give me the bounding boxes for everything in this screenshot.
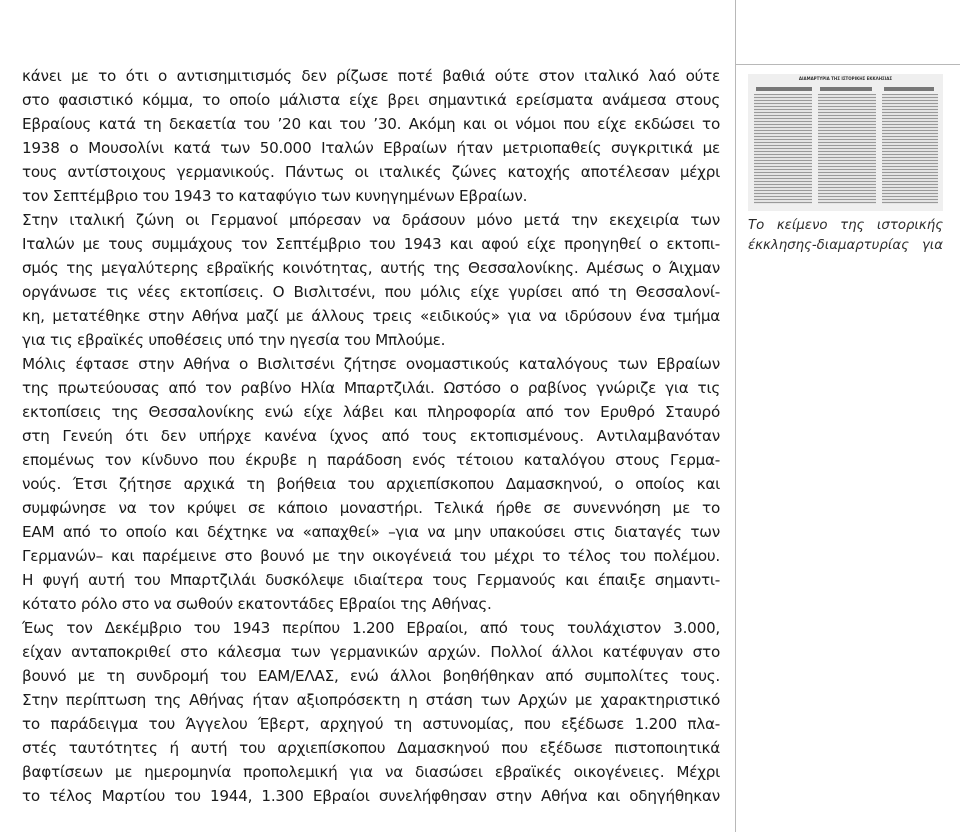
text-line: το παράδειγμα του Άγγελου Έβερτ, αρχηγού τη αστυνομίας, που εξέδωσε 1.200 πλα- — [22, 715, 720, 733]
document-thumbnail-heading — [884, 87, 934, 91]
caption-line: έκκλησης-διαμαρτυρίας για — [748, 238, 943, 253]
document-thumbnail-column — [754, 94, 812, 204]
document-thumbnail-heading — [820, 87, 872, 91]
text-line: τον Σεπτέμβριο του 1943 το καταφύγιο των κυνηγημένων Εβραίων. — [22, 187, 528, 205]
text-line: Η φυγή αυτή του Μπαρτζιλάι δυσκόλεψε ιδιαίτερα τους Γερμανούς και έπαιξε σημαντι- — [22, 571, 720, 589]
text-line: Έως τον Δεκέμβριο του 1943 περίπου 1.200 Εβραίοι, από τους τουλάχιστον 3.000, — [22, 619, 720, 637]
text-line: Γερμανών– και παρέμεινε στο βουνό με την οικογένειά του μέχρι το τέλος του πολέμου. — [22, 547, 720, 565]
text-line: νούς. Έτσι ζήτησε αρχικά τη βοήθεια του αρχιεπίσκοπου Δαμασκηνού, ο οποίος και — [22, 475, 720, 493]
text-line: οργάνωσε τις νέες εκτοπίσεις. Ο Βισλιτσένι, που μόλις είχε γυρίσει από τη Θεσσαλονί- — [22, 283, 720, 301]
text-line: της πρωτεύουσας από τον ραβίνο Ηλία Μπαρτζιλάι. Ωστόσο ο ραβίνος γνώριζε για τις — [22, 379, 720, 397]
text-line: για τις εβραϊκές υποθέσεις υπό την ηγεσία του Μπλούμε. — [22, 331, 446, 349]
paragraph — [22, 616, 720, 808]
text-line: σμός της μεγαλύτερης εβραϊκής κοινότητας, αυτής της Θεσσαλονίκης. Αμέσως ο Άιχμαν — [22, 259, 720, 277]
text-line: στο φασιστικό κόμμα, το οποίο μάλιστα είχε βρει σημαντικά ερείσματα ανάμεσα στους — [22, 91, 720, 109]
text-line: βουνό με τη συνδρομή του ΕΑΜ/ΕΛΑΣ, ενώ άλλοι βοηθήθηκαν από συμπολίτες τους. — [22, 667, 720, 685]
document-thumbnail-column — [818, 94, 876, 204]
text-line: στη Γενεύη ότι δεν υπήρχε κανένα ίχνος από τους εκτοπισμένους. Αντιλαμβανόταν — [22, 427, 720, 445]
text-line: στές ταυτότητες ή αυτή του αρχιεπίσκοπου Δαμασκηνού που εξέδωσε πιστοποιητικά — [22, 739, 720, 757]
margin-divider-vertical — [735, 0, 736, 832]
document-thumbnail-title: ΔΙΑΜΑΡΤΥΡΙΑ ΤΗΣ ΙΣΤΟΡΙΚΗΣ ΕΚΚΛΗΣΙΑΣ — [798, 76, 893, 81]
paragraph — [22, 352, 720, 616]
document-thumbnail-heading — [756, 87, 812, 91]
text-line: το τέλος Μαρτίου του 1944, 1.300 Εβραίοι συνελήφθησαν στην Αθήνα και οδηγήθηκαν — [22, 787, 720, 805]
text-line: 1938 ο Μουσολίνι κατά των 50.000 Ιταλών Εβραίων ήταν μετριοπαθείς συγκριτικά με — [22, 139, 720, 157]
text-line: Στην ιταλική ζώνη οι Γερμανοί μπόρεσαν να δράσουν μόνο μετά την εκεχειρία των — [22, 211, 720, 229]
text-line: Ιταλών με τους συμμάχους τον Σεπτέμβριο του 1943 και αφού είχε προηγηθεί ο εκτοπι- — [22, 235, 720, 253]
image-caption — [748, 216, 943, 256]
text-line: Στην περίπτωση της Αθήνας ήταν αξιοπρόσεκτη η στάση των Αρχών με χαρακτηριστικό — [22, 691, 720, 709]
text-line: εκτοπίσεις της Θεσσαλονίκης ενώ είχε λάβει και πληροφορία από τον Ερυθρό Σταυρό — [22, 403, 720, 421]
document-thumbnail-image — [748, 74, 943, 211]
text-line: συμφώνησε να τον κρύψει σε κάποιο μοναστήρι. Τελικά ήρθε σε συνεννόηση με το — [22, 499, 720, 517]
text-line: είχαν ανταποκριθεί στο κάλεσμα των γερμανικών αρχών. Πολλοί άλλοι κατέφυγαν στο — [22, 643, 720, 661]
text-line: ΕΑΜ από το οποίο και δέχτηκε να «απαχθεί» –για να μην υπακούσει στις διαταγές των — [22, 523, 720, 541]
text-line: κη, μετατέθηκε στην Αθήνα μαζί με άλλους τρεις «ειδικούς» για να ιδρύσουν ένα τμήμα — [22, 307, 720, 325]
text-line: Μόλις έφτασε στην Αθήνα ο Βισλιτσένι ζήτησε ονομαστικούς καταλόγους των Εβραίων — [22, 355, 720, 373]
text-line: κότατο ρόλο στο να σωθούν εκατοντάδες Εβραίοι της Αθήνας. — [22, 595, 492, 613]
margin-divider-horizontal — [735, 64, 960, 65]
text-line: τους αντίστοιχους γερμανικούς. Πάντως οι ιταλικές ζώνες κατοχής αποτέλεσαν μέχρι — [22, 163, 720, 181]
text-line: βαφτίσεων με ημερομηνία προπολεμική για να διασώσει εβραϊκές οικογένειες. Μέχρι — [22, 763, 720, 781]
text-line: επομένως τον κίνδυνο που έκρυβε η παράδοση ενός τέτοιου καταλόγου στους Γερμα- — [22, 451, 720, 469]
caption-line: Το κείμενο της ιστορικής — [748, 218, 943, 233]
text-line: κάνει με το ότι ο αντισημιτισμός δεν ρίζωσε ποτέ βαθιά ούτε στον ιταλικό λαό ούτε — [22, 67, 720, 85]
body-text — [22, 64, 720, 808]
paragraph — [22, 64, 720, 208]
paragraph — [22, 208, 720, 352]
text-line: Εβραίους κατά τη δεκαετία του ’20 και του ’30. Ακόμη και οι νόμοι που είχε εκδώσει το — [22, 115, 720, 133]
document-thumbnail-column — [882, 94, 938, 204]
